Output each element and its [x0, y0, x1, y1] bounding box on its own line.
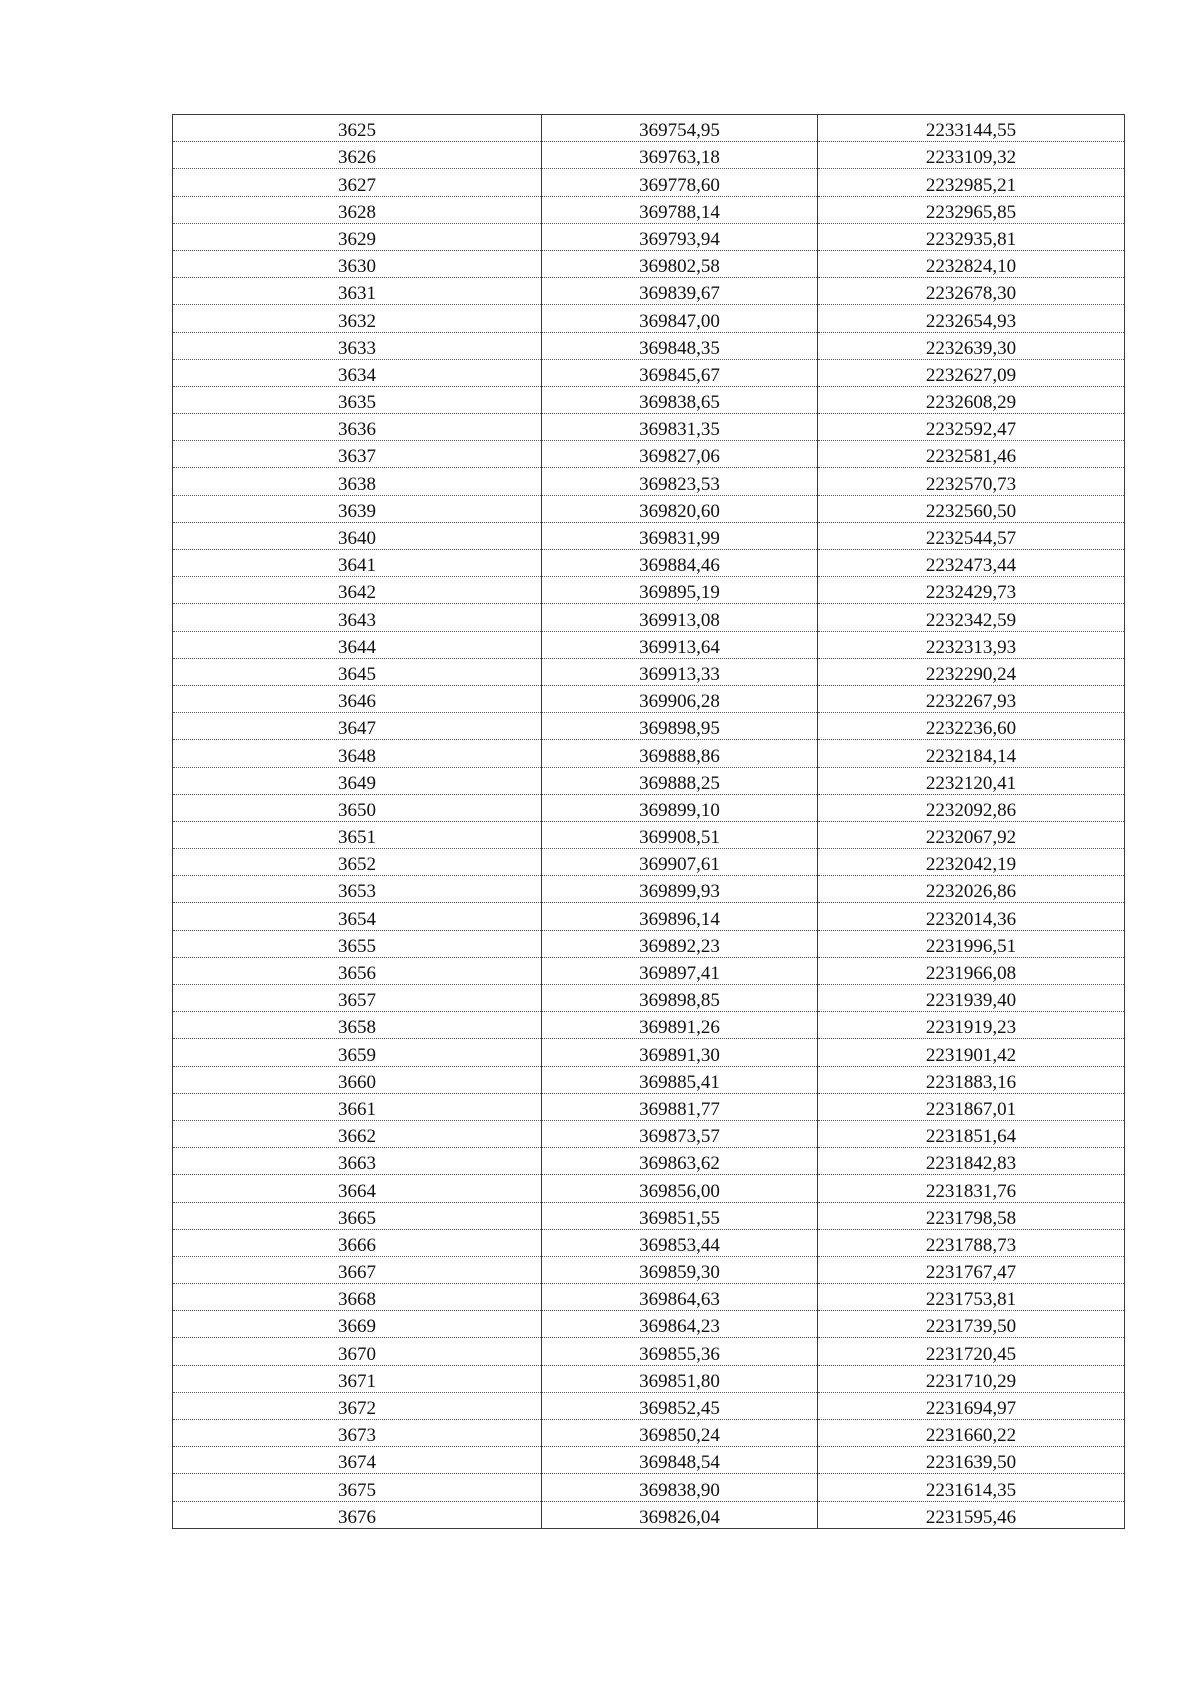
table-row — [173, 223, 1125, 250]
y-coordinate-cell: 2232067,92 — [818, 821, 1125, 848]
point-number-cell: 3634 — [173, 359, 542, 386]
x-coordinate-cell: 369884,46 — [542, 550, 818, 577]
y-coordinate-cell: 2232290,24 — [818, 658, 1125, 685]
point-number-cell: 3637 — [173, 441, 542, 468]
y-coordinate-cell: 2232544,57 — [818, 522, 1125, 549]
x-coordinate-cell: 369888,86 — [542, 740, 818, 767]
point-number-cell: 3630 — [173, 250, 542, 277]
point-number-cell: 3653 — [173, 876, 542, 903]
x-coordinate-cell: 369848,35 — [542, 332, 818, 359]
x-coordinate-cell: 369897,41 — [542, 957, 818, 984]
x-coordinate-cell: 369838,90 — [542, 1474, 818, 1501]
y-coordinate-cell: 2232608,29 — [818, 386, 1125, 413]
table-row — [173, 876, 1125, 903]
table-row — [173, 957, 1125, 984]
table-row — [173, 985, 1125, 1012]
point-number-cell: 3656 — [173, 957, 542, 984]
x-coordinate-cell: 369891,30 — [542, 1039, 818, 1066]
point-number-cell: 3659 — [173, 1039, 542, 1066]
y-coordinate-cell: 2232824,10 — [818, 250, 1125, 277]
y-coordinate-cell: 2231996,51 — [818, 930, 1125, 957]
x-coordinate-cell: 369896,14 — [542, 903, 818, 930]
table-row — [173, 930, 1125, 957]
point-number-cell: 3657 — [173, 985, 542, 1012]
y-coordinate-cell: 2231660,22 — [818, 1420, 1125, 1447]
x-coordinate-cell: 369907,61 — [542, 849, 818, 876]
point-number-cell: 3645 — [173, 658, 542, 685]
x-coordinate-cell: 369898,85 — [542, 985, 818, 1012]
x-coordinate-cell: 369838,65 — [542, 386, 818, 413]
x-coordinate-cell: 369864,23 — [542, 1311, 818, 1338]
y-coordinate-cell: 2232965,85 — [818, 196, 1125, 223]
point-number-cell: 3665 — [173, 1202, 542, 1229]
x-coordinate-cell: 369898,95 — [542, 713, 818, 740]
table-row — [173, 604, 1125, 631]
y-coordinate-cell: 2232014,36 — [818, 903, 1125, 930]
x-coordinate-cell: 369851,80 — [542, 1365, 818, 1392]
y-coordinate-cell: 2232042,19 — [818, 849, 1125, 876]
table-row — [173, 332, 1125, 359]
y-coordinate-cell: 2231901,42 — [818, 1039, 1125, 1066]
y-coordinate-cell: 2231767,47 — [818, 1256, 1125, 1283]
table-row — [173, 142, 1125, 169]
y-coordinate-cell: 2231614,35 — [818, 1474, 1125, 1501]
x-coordinate-cell: 369891,26 — [542, 1012, 818, 1039]
table-row — [173, 495, 1125, 522]
x-coordinate-cell: 369754,95 — [542, 115, 818, 142]
point-number-cell: 3662 — [173, 1120, 542, 1147]
point-number-cell: 3631 — [173, 278, 542, 305]
x-coordinate-cell: 369895,19 — [542, 577, 818, 604]
y-coordinate-cell: 2231831,76 — [818, 1175, 1125, 1202]
y-coordinate-cell: 2231720,45 — [818, 1338, 1125, 1365]
table-row — [173, 196, 1125, 223]
point-number-cell: 3633 — [173, 332, 542, 359]
y-coordinate-cell: 2232092,86 — [818, 794, 1125, 821]
y-coordinate-cell: 2232342,59 — [818, 604, 1125, 631]
x-coordinate-cell: 369913,08 — [542, 604, 818, 631]
table-row — [173, 1012, 1125, 1039]
point-number-cell: 3627 — [173, 169, 542, 196]
y-coordinate-cell: 2231739,50 — [818, 1311, 1125, 1338]
x-coordinate-cell: 369852,45 — [542, 1392, 818, 1419]
x-coordinate-cell: 369888,25 — [542, 767, 818, 794]
y-coordinate-cell: 2231883,16 — [818, 1066, 1125, 1093]
table-row — [173, 1229, 1125, 1256]
y-coordinate-cell: 2231919,23 — [818, 1012, 1125, 1039]
table-row — [173, 794, 1125, 821]
table-row — [173, 685, 1125, 712]
point-number-cell: 3666 — [173, 1229, 542, 1256]
point-number-cell: 3669 — [173, 1311, 542, 1338]
point-number-cell: 3670 — [173, 1338, 542, 1365]
y-coordinate-cell: 2232560,50 — [818, 495, 1125, 522]
point-number-cell: 3671 — [173, 1365, 542, 1392]
point-number-cell: 3661 — [173, 1093, 542, 1120]
table-row — [173, 713, 1125, 740]
x-coordinate-cell: 369908,51 — [542, 821, 818, 848]
point-number-cell: 3651 — [173, 821, 542, 848]
y-coordinate-cell: 2232654,93 — [818, 305, 1125, 332]
y-coordinate-cell: 2232935,81 — [818, 223, 1125, 250]
table-row — [173, 1392, 1125, 1419]
table-row — [173, 658, 1125, 685]
point-number-cell: 3673 — [173, 1420, 542, 1447]
y-coordinate-cell: 2231842,83 — [818, 1148, 1125, 1175]
x-coordinate-cell: 369845,67 — [542, 359, 818, 386]
point-number-cell: 3644 — [173, 631, 542, 658]
table-row — [173, 740, 1125, 767]
x-coordinate-cell: 369856,00 — [542, 1175, 818, 1202]
point-number-cell: 3632 — [173, 305, 542, 332]
point-number-cell: 3641 — [173, 550, 542, 577]
x-coordinate-cell: 369881,77 — [542, 1093, 818, 1120]
table-row — [173, 1338, 1125, 1365]
y-coordinate-cell: 2231867,01 — [818, 1093, 1125, 1120]
table-row — [173, 577, 1125, 604]
x-coordinate-cell: 369827,06 — [542, 441, 818, 468]
table-row — [173, 767, 1125, 794]
point-number-cell: 3646 — [173, 685, 542, 712]
x-coordinate-cell: 369906,28 — [542, 685, 818, 712]
x-coordinate-cell: 369847,00 — [542, 305, 818, 332]
point-number-cell: 3636 — [173, 414, 542, 441]
point-number-cell: 3655 — [173, 930, 542, 957]
table-row — [173, 359, 1125, 386]
x-coordinate-cell: 369863,62 — [542, 1148, 818, 1175]
y-coordinate-cell: 2232184,14 — [818, 740, 1125, 767]
x-coordinate-cell: 369839,67 — [542, 278, 818, 305]
x-coordinate-cell: 369793,94 — [542, 223, 818, 250]
y-coordinate-cell: 2232627,09 — [818, 359, 1125, 386]
point-number-cell: 3625 — [173, 115, 542, 142]
point-number-cell: 3640 — [173, 522, 542, 549]
y-coordinate-cell: 2232570,73 — [818, 468, 1125, 495]
y-coordinate-cell: 2232429,73 — [818, 577, 1125, 604]
table-row — [173, 550, 1125, 577]
table-row — [173, 1311, 1125, 1338]
point-number-cell: 3629 — [173, 223, 542, 250]
point-number-cell: 3647 — [173, 713, 542, 740]
x-coordinate-cell: 369892,23 — [542, 930, 818, 957]
x-coordinate-cell: 369885,41 — [542, 1066, 818, 1093]
y-coordinate-cell: 2232120,41 — [818, 767, 1125, 794]
table-row — [173, 441, 1125, 468]
x-coordinate-cell: 369913,64 — [542, 631, 818, 658]
point-number-cell: 3626 — [173, 142, 542, 169]
x-coordinate-cell: 369826,04 — [542, 1501, 818, 1528]
point-number-cell: 3663 — [173, 1148, 542, 1175]
y-coordinate-cell: 2232678,30 — [818, 278, 1125, 305]
point-number-cell: 3675 — [173, 1474, 542, 1501]
point-number-cell: 3635 — [173, 386, 542, 413]
table-row — [173, 305, 1125, 332]
x-coordinate-cell: 369855,36 — [542, 1338, 818, 1365]
table-row — [173, 1039, 1125, 1066]
table-row — [173, 250, 1125, 277]
x-coordinate-cell: 369802,58 — [542, 250, 818, 277]
point-number-cell: 3648 — [173, 740, 542, 767]
x-coordinate-cell: 369850,24 — [542, 1420, 818, 1447]
table-row — [173, 1420, 1125, 1447]
x-coordinate-cell: 369899,93 — [542, 876, 818, 903]
point-number-cell: 3652 — [173, 849, 542, 876]
y-coordinate-cell: 2233109,32 — [818, 142, 1125, 169]
point-number-cell: 3674 — [173, 1447, 542, 1474]
y-coordinate-cell: 2232639,30 — [818, 332, 1125, 359]
table-row — [173, 1501, 1125, 1528]
table-row — [173, 903, 1125, 930]
y-coordinate-cell: 2232026,86 — [818, 876, 1125, 903]
y-coordinate-cell: 2232581,46 — [818, 441, 1125, 468]
y-coordinate-cell: 2232313,93 — [818, 631, 1125, 658]
y-coordinate-cell: 2231788,73 — [818, 1229, 1125, 1256]
coordinates-table-body — [173, 115, 1125, 1529]
point-number-cell: 3628 — [173, 196, 542, 223]
table-row — [173, 115, 1125, 142]
y-coordinate-cell: 2231939,40 — [818, 985, 1125, 1012]
point-number-cell: 3643 — [173, 604, 542, 631]
x-coordinate-cell: 369831,35 — [542, 414, 818, 441]
y-coordinate-cell: 2232473,44 — [818, 550, 1125, 577]
table-row — [173, 1447, 1125, 1474]
point-number-cell: 3672 — [173, 1392, 542, 1419]
x-coordinate-cell: 369859,30 — [542, 1256, 818, 1283]
y-coordinate-cell: 2231966,08 — [818, 957, 1125, 984]
y-coordinate-cell: 2231710,29 — [818, 1365, 1125, 1392]
x-coordinate-cell: 369848,54 — [542, 1447, 818, 1474]
table-row — [173, 849, 1125, 876]
x-coordinate-cell: 369820,60 — [542, 495, 818, 522]
x-coordinate-cell: 369823,53 — [542, 468, 818, 495]
point-number-cell: 3639 — [173, 495, 542, 522]
point-number-cell: 3668 — [173, 1284, 542, 1311]
table-row — [173, 414, 1125, 441]
table-row — [173, 1120, 1125, 1147]
y-coordinate-cell: 2231851,64 — [818, 1120, 1125, 1147]
point-number-cell: 3638 — [173, 468, 542, 495]
coordinates-table — [172, 114, 1125, 1529]
table-row — [173, 1202, 1125, 1229]
table-row — [173, 1093, 1125, 1120]
table-row — [173, 1284, 1125, 1311]
point-number-cell: 3642 — [173, 577, 542, 604]
table-row — [173, 1256, 1125, 1283]
table-row — [173, 821, 1125, 848]
table-row — [173, 1365, 1125, 1392]
x-coordinate-cell: 369788,14 — [542, 196, 818, 223]
point-number-cell: 3667 — [173, 1256, 542, 1283]
table-row — [173, 631, 1125, 658]
y-coordinate-cell: 2231639,50 — [818, 1447, 1125, 1474]
x-coordinate-cell: 369763,18 — [542, 142, 818, 169]
x-coordinate-cell: 369864,63 — [542, 1284, 818, 1311]
point-number-cell: 3676 — [173, 1501, 542, 1528]
y-coordinate-cell: 2232592,47 — [818, 414, 1125, 441]
table-row — [173, 278, 1125, 305]
x-coordinate-cell: 369853,44 — [542, 1229, 818, 1256]
y-coordinate-cell: 2232985,21 — [818, 169, 1125, 196]
point-number-cell: 3664 — [173, 1175, 542, 1202]
point-number-cell: 3654 — [173, 903, 542, 930]
point-number-cell: 3650 — [173, 794, 542, 821]
table-row — [173, 1148, 1125, 1175]
table-row — [173, 386, 1125, 413]
y-coordinate-cell: 2233144,55 — [818, 115, 1125, 142]
x-coordinate-cell: 369913,33 — [542, 658, 818, 685]
x-coordinate-cell: 369831,99 — [542, 522, 818, 549]
table-row — [173, 1066, 1125, 1093]
y-coordinate-cell: 2231753,81 — [818, 1284, 1125, 1311]
point-number-cell: 3660 — [173, 1066, 542, 1093]
point-number-cell: 3658 — [173, 1012, 542, 1039]
x-coordinate-cell: 369778,60 — [542, 169, 818, 196]
y-coordinate-cell: 2231595,46 — [818, 1501, 1125, 1528]
x-coordinate-cell: 369873,57 — [542, 1120, 818, 1147]
table-row — [173, 169, 1125, 196]
y-coordinate-cell: 2231694,97 — [818, 1392, 1125, 1419]
x-coordinate-cell: 369851,55 — [542, 1202, 818, 1229]
table-row — [173, 1175, 1125, 1202]
x-coordinate-cell: 369899,10 — [542, 794, 818, 821]
point-number-cell: 3649 — [173, 767, 542, 794]
y-coordinate-cell: 2231798,58 — [818, 1202, 1125, 1229]
y-coordinate-cell: 2232236,60 — [818, 713, 1125, 740]
y-coordinate-cell: 2232267,93 — [818, 685, 1125, 712]
table-row — [173, 468, 1125, 495]
table-row — [173, 522, 1125, 549]
table-row — [173, 1474, 1125, 1501]
